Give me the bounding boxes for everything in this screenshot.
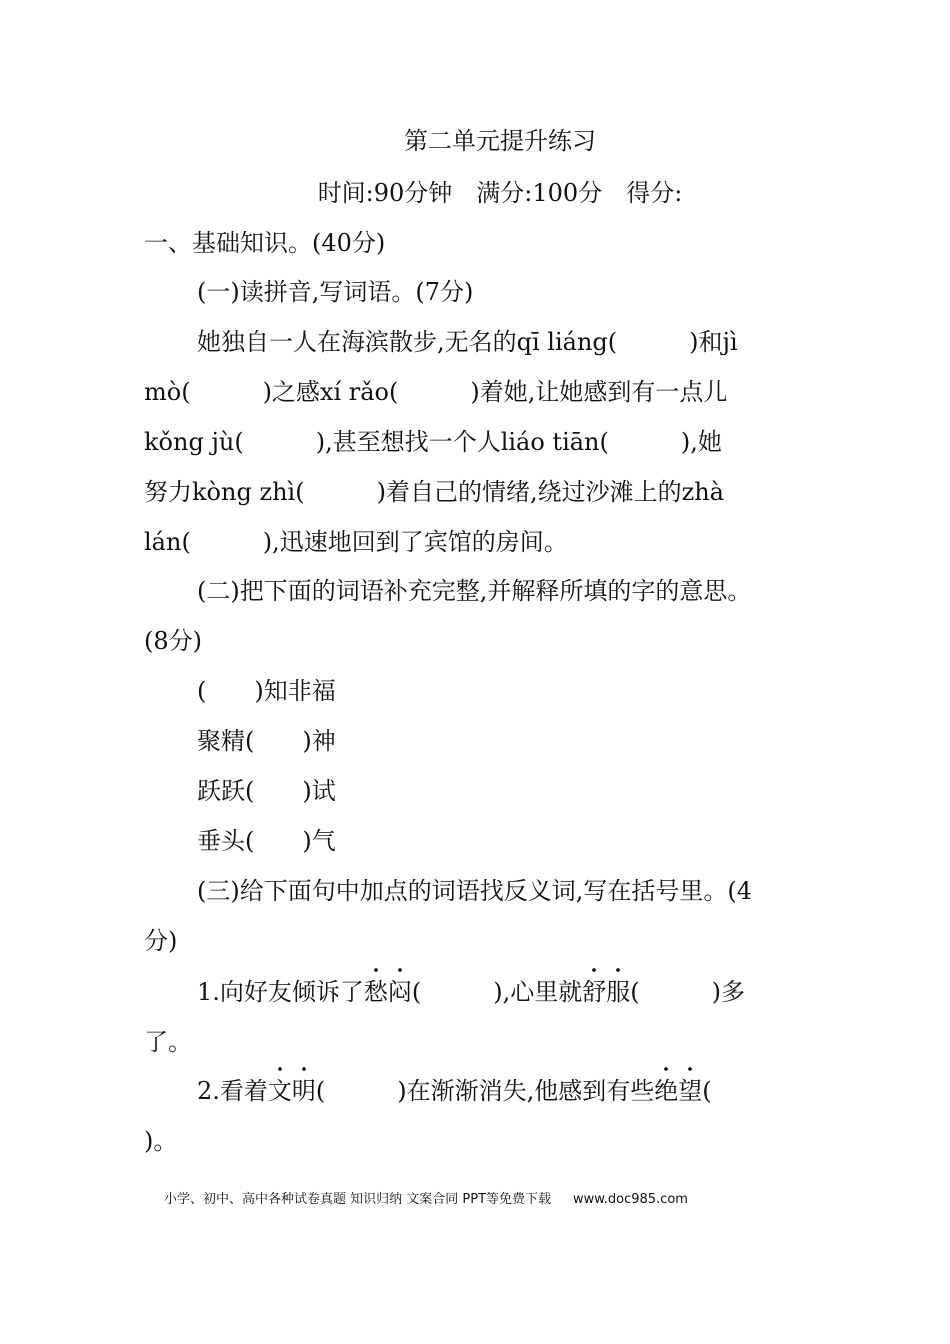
part1-heading: (一)读拼音,写词语。(7分) xyxy=(197,278,474,306)
question-1-prefix: 1.向好友倾诉了 xyxy=(197,978,364,1006)
idiom-item: 聚精( )神 xyxy=(197,727,336,755)
dotted-word-shufu: 舒服 xyxy=(582,978,631,1006)
question-2-middle: ( )在渐渐消失,他感到有些 xyxy=(315,1077,655,1105)
part2-heading-score: (8分) xyxy=(144,627,202,655)
question-1-middle: ( ),心里就 xyxy=(411,978,583,1006)
idiom-item: 跃跃( )试 xyxy=(197,777,336,805)
question-2-continuation: )。 xyxy=(144,1127,178,1155)
question-1 xyxy=(197,977,745,1007)
pinyin-line-5: lán( ),迅速地回到了宾馆的房间。 xyxy=(144,528,568,556)
pinyin-line-2: mò( )之感xí rǎo( )着她,让她感到有一点儿 xyxy=(144,378,728,406)
section-heading: 一、基础知识。(40分) xyxy=(144,229,386,257)
pinyin-line-1: 她独自一人在海滨散步,无名的qī liáng( )和jì xyxy=(197,328,738,356)
idiom-item: 垂头( )气 xyxy=(197,827,336,855)
part3-heading-score: 分) xyxy=(144,927,178,955)
question-1-continuation: 了。 xyxy=(144,1028,192,1056)
dotted-word-chouмen: 愁闷 xyxy=(363,978,412,1006)
question-1-suffix: ( )多 xyxy=(630,978,745,1006)
part2-heading: (二)把下面的词语补充完整,并解释所填的字的意思。 xyxy=(197,577,752,605)
part3-heading: (三)给下面句中加点的词语找反义词,写在括号里。(4 xyxy=(197,877,752,905)
question-2-suffix: ( xyxy=(702,1077,712,1105)
exam-meta: 时间:90分钟 满分:100分 得分: xyxy=(317,179,683,207)
dotted-word-wenming: 文明 xyxy=(267,1077,316,1105)
page-footer xyxy=(164,1190,688,1210)
pinyin-line-3: kǒng jù( ),甚至想找一个人liáo tiān( ),她 xyxy=(144,428,722,456)
pinyin-line-4: 努力kòng zhì( )着自己的情绪,绕过沙滩上的zhà xyxy=(144,478,724,506)
question-2 xyxy=(197,1076,712,1106)
footer-text: 小学、初中、高中各种试卷真题 知识归纳 文案合同 PPT等免费下载 xyxy=(164,1192,552,1207)
footer-site: www.doc985.com xyxy=(573,1192,688,1207)
question-2-prefix: 2.看着 xyxy=(197,1077,268,1105)
idiom-item: ( )知非福 xyxy=(197,677,336,705)
page-title: 第二单元提升练习 xyxy=(404,127,596,155)
dotted-word-juewang: 绝望 xyxy=(654,1077,703,1105)
